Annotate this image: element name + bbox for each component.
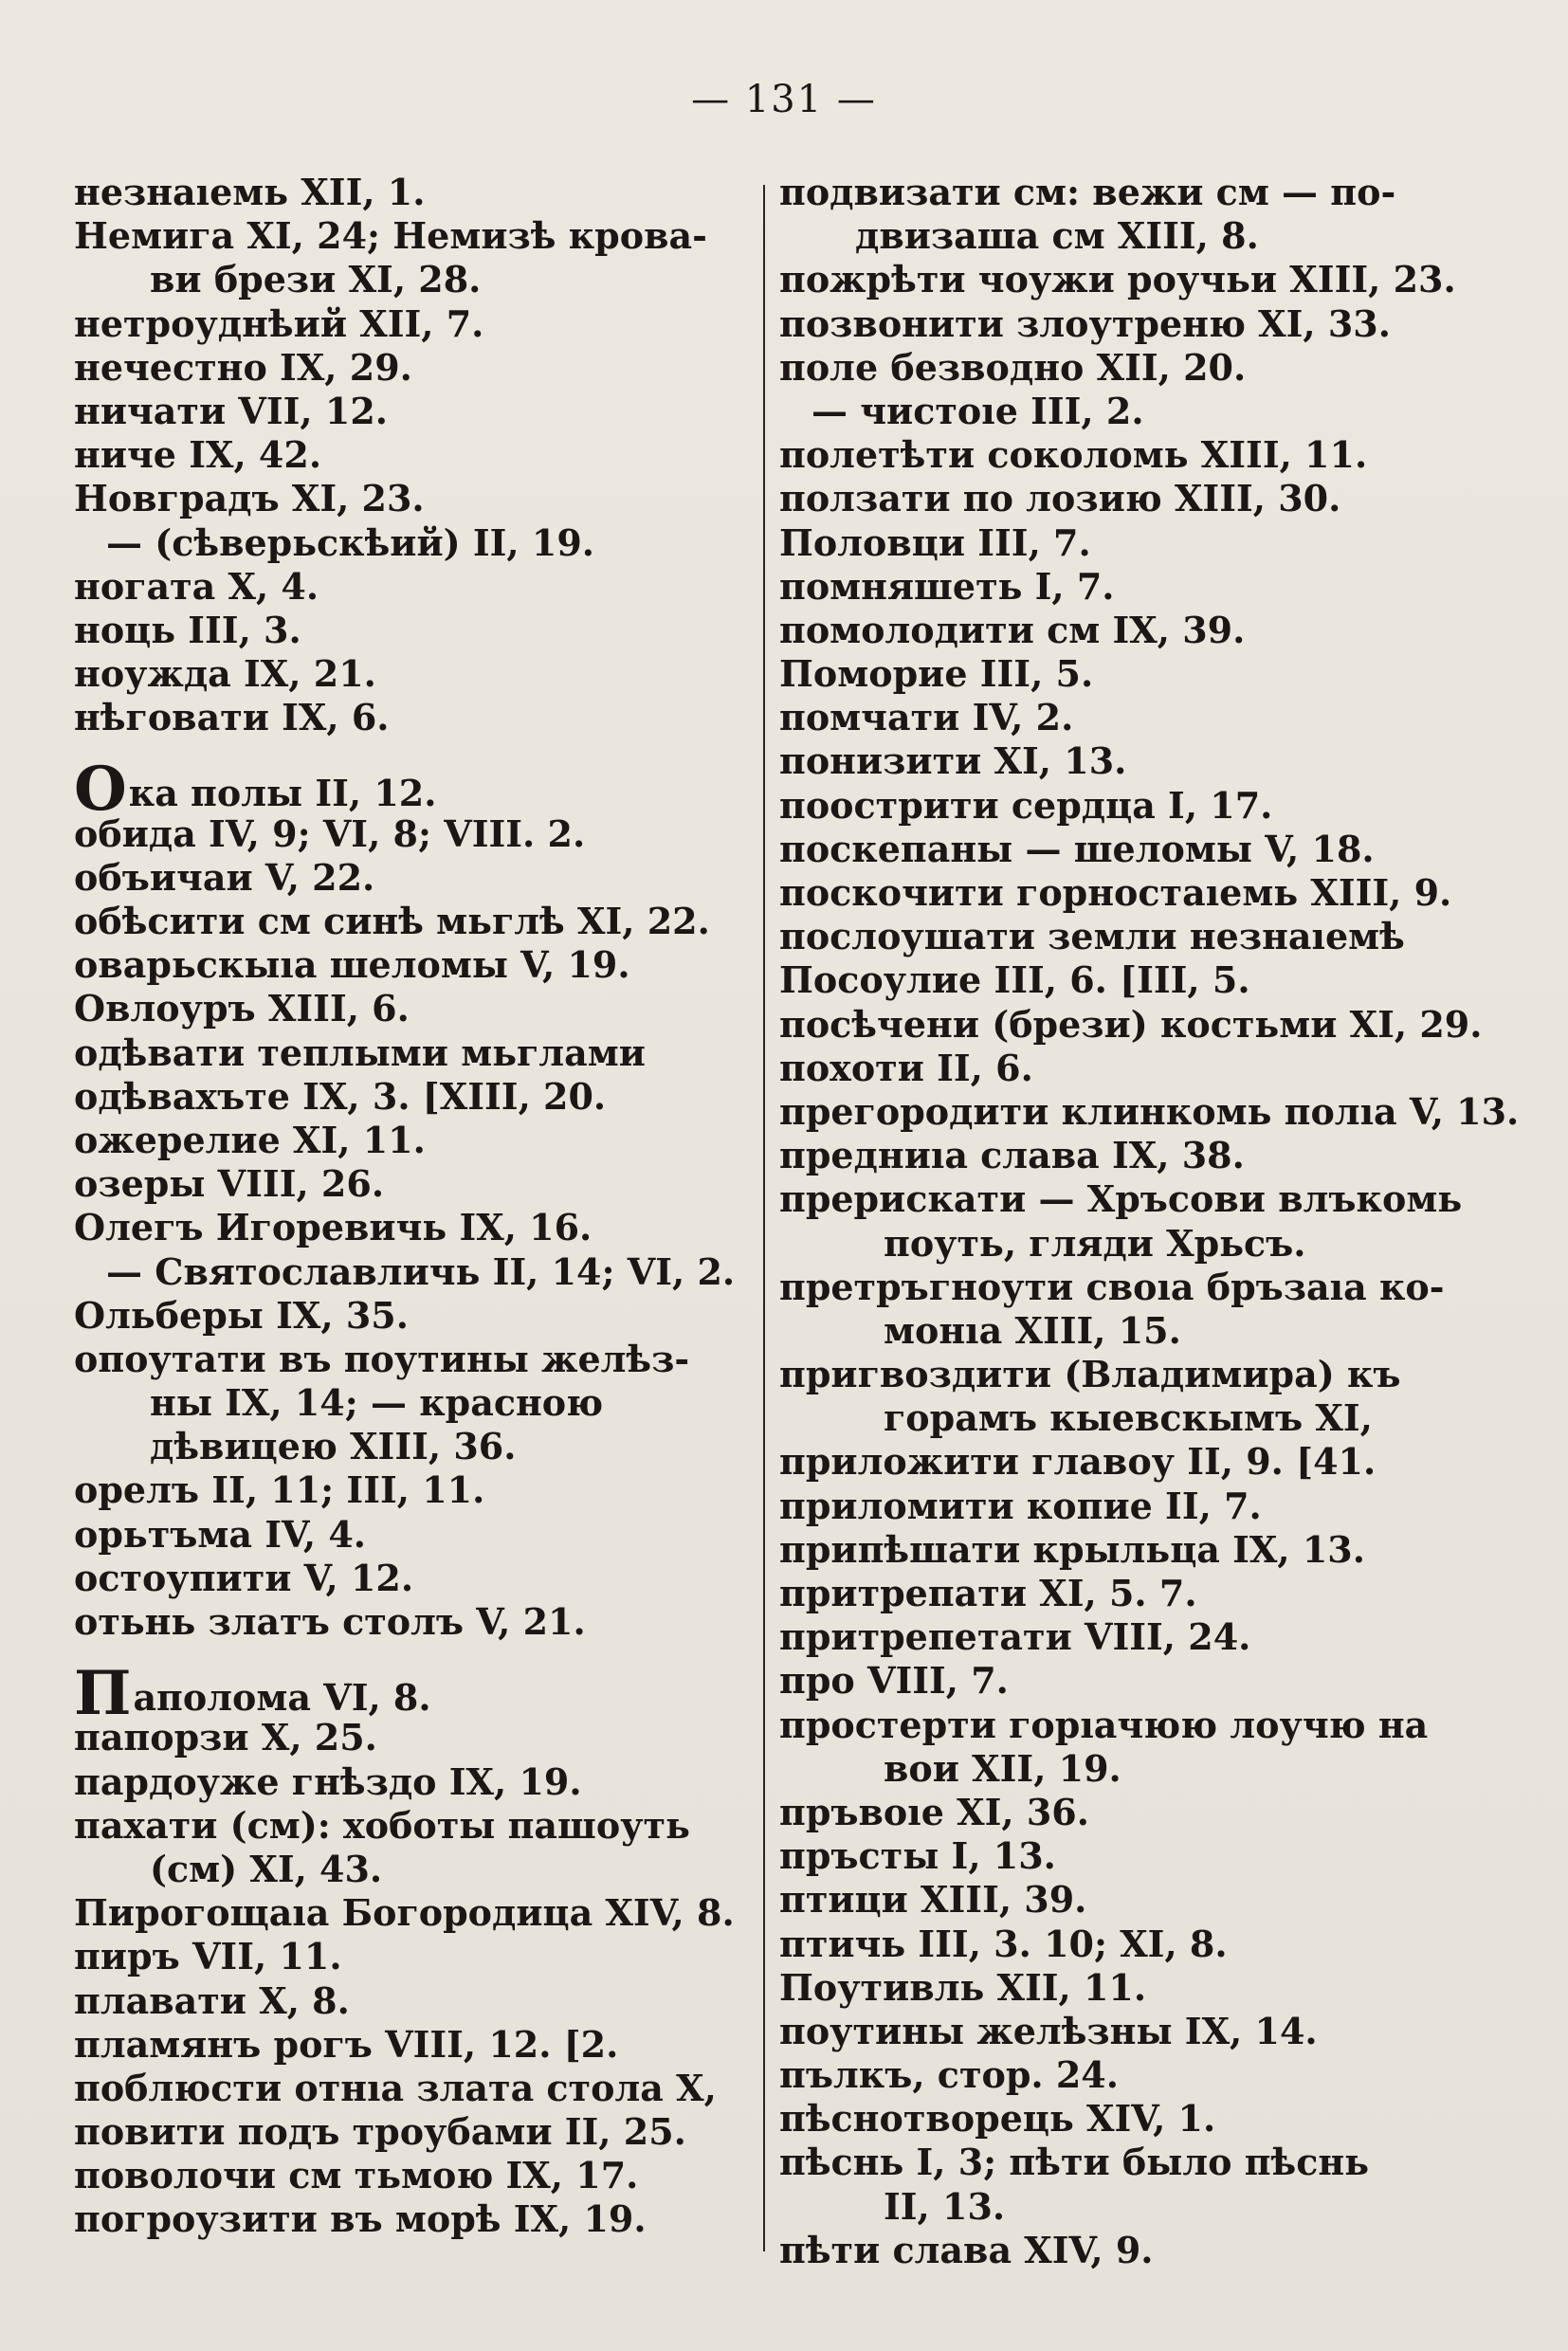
index-entry-text: поуть, гляди Хрьсъ. (884, 1221, 1306, 1265)
index-entry (779, 1747, 1443, 1791)
index-entry (779, 958, 1443, 1002)
index-entry-text: II, 13. (884, 2184, 1006, 2228)
index-entry (779, 302, 1443, 346)
index-entry-text: помолодити см IX, 39. (779, 608, 1246, 651)
index-entry (74, 1557, 749, 1600)
index-entry-text: понизити XI, 13. (779, 739, 1127, 783)
index-entry-text: ничати VII, 12. (74, 389, 388, 432)
section-initial-letter: П (74, 1658, 132, 1730)
index-entry (74, 754, 749, 826)
index-entry-text: пръвоıе XI, 36. (779, 1790, 1089, 1833)
index-entry (779, 1704, 1443, 1747)
index-entry (74, 2023, 749, 2067)
index-entry (779, 1089, 1520, 1134)
index-entry (779, 1002, 1483, 1047)
index-entry (779, 739, 1443, 783)
index-entry (74, 1600, 749, 1644)
index-entry (779, 1266, 1443, 1309)
index-entry-text: подвизати см: вежи см — по- (779, 171, 1396, 213)
index-entry (779, 915, 1443, 958)
index-entry-text: обѣсити см синѣ мьглѣ XI, 22. (74, 900, 710, 942)
index-entry-text: поскепаны — шеломы V, 18. (779, 827, 1375, 870)
index-entry (74, 609, 749, 652)
index-entry-text: приломити копие II, 7. (779, 1484, 1262, 1527)
index-entry (74, 346, 749, 390)
index-entry (779, 784, 1443, 828)
index-entry-text: Поутивль XII, 11. (779, 1965, 1147, 2009)
index-entry (779, 1309, 1443, 1353)
left-index-column (74, 171, 749, 2242)
index-entry (779, 1923, 1443, 1966)
index-entry (779, 2053, 1443, 2097)
index-entry-text: птичь III, 3. 10; XI, 8. (779, 1922, 1228, 1965)
index-entry-text: нетроуднѣий XII, 7. (74, 301, 484, 345)
index-entry (779, 1485, 1443, 1528)
index-entry (779, 1396, 1443, 1440)
index-entry (74, 1468, 749, 1512)
index-entry (74, 565, 749, 609)
index-entry-text: нѣговати IX, 6. (74, 696, 390, 739)
index-entry-text: Поморие III, 5. (779, 652, 1094, 696)
index-entry-text: ви брези XI, 28. (150, 258, 482, 301)
index-entry-text: остоупити V, 12. (74, 1556, 414, 1599)
index-entry-text: погроузити въ морѣ IX, 19. (74, 2197, 647, 2241)
index-entry-text: пълкъ, стор. 24. (779, 2053, 1119, 2097)
index-entry (779, 696, 1443, 739)
index-entry (779, 1966, 1443, 2010)
index-entry-text: озеры VIII, 26. (74, 1162, 385, 1206)
index-entry (74, 1760, 749, 1804)
index-entry-text: претръгноути своıа бръзаıа ко- (779, 1265, 1445, 1308)
index-entry-text: поблюсти отнıа злата стола X, (74, 2066, 717, 2109)
index-entry (74, 2154, 749, 2197)
index-entry-text: ожерелие XI, 11. (74, 1118, 426, 1161)
index-entry (779, 1440, 1443, 1484)
index-entry (779, 2141, 1443, 2184)
index-entry-text: орьтъма IV, 4. (74, 1512, 367, 1556)
index-entry-text: — (сѣверьскѣий) II, 19. (106, 520, 595, 564)
index-entry-text: Посоулие III, 6. [III, 5. (779, 958, 1250, 1002)
index-entry-text: пиръ VII, 11. (74, 1935, 342, 1978)
index-entry (74, 1250, 749, 1294)
index-entry (74, 390, 749, 433)
index-entry (779, 521, 1443, 565)
index-entry-text: одѣвати теплыми мьглами (74, 1030, 646, 1074)
index-entry-text: опоутати въ поутины желѣз- (74, 1337, 690, 1380)
index-entry (779, 609, 1443, 652)
index-entry (74, 1338, 749, 1381)
index-entry-text: обида IV, 9; VI, 8; VIII. 2. (74, 811, 586, 855)
index-entry-text: — чистоıе III, 2. (811, 389, 1144, 432)
index-entry-text: незнаıемь XII, 1. (74, 171, 426, 213)
index-entry-text: пардоуже гнѣздо IX, 19. (74, 1759, 582, 1803)
column-divider (763, 185, 765, 2251)
index-entry (779, 565, 1443, 609)
index-entry-text: Овлоуръ XIII, 6. (74, 987, 410, 1030)
index-entry-text: Новградъ XI, 23. (74, 477, 425, 520)
index-entry-text: простерти горıачюю лоучю на (779, 1703, 1429, 1746)
index-entry-text: горамъ кыевскымъ XI, (884, 1396, 1373, 1440)
index-entry-text: объичаи V, 22. (74, 855, 375, 899)
index-entry-text: про VIII, 7. (779, 1659, 1009, 1703)
index-entry (779, 477, 1443, 520)
index-entry (74, 2067, 749, 2110)
index-entry-text: оварьскыıа шеломы V, 19. (74, 943, 630, 987)
index-entry-text: ноць III, 3. (74, 608, 301, 651)
index-entry-text: одѣвахъте IX, 3. [XIII, 20. (74, 1074, 607, 1118)
index-entry-text: ноужда IX, 21. (74, 652, 376, 696)
page-number: — 131 — (691, 78, 877, 121)
index-entry-text: Немига XI, 24; Немизѣ крова- (74, 214, 707, 258)
index-entry (779, 1134, 1443, 1177)
index-entry (74, 856, 749, 900)
index-entry (74, 1716, 749, 1759)
index-entry (779, 258, 1456, 301)
index-entry (74, 900, 749, 943)
index-entry (74, 171, 749, 214)
index-entry (74, 1075, 749, 1119)
index-entry (74, 1848, 749, 1891)
index-entry (74, 1031, 749, 1075)
index-entry-text: (см) XI, 43. (150, 1847, 383, 1890)
index-entry (74, 1513, 749, 1557)
index-entry (779, 1047, 1443, 1090)
index-entry (74, 302, 749, 346)
index-entry-text: предниıа слава IX, 38. (779, 1134, 1245, 1177)
index-entry (74, 521, 749, 565)
index-entry-text: притрепетати VIII, 24. (779, 1615, 1251, 1659)
index-entry (779, 214, 1443, 258)
index-entry-text: прегородити клинкомь полıа V, 13. (779, 1089, 1520, 1133)
index-entry-text: отьнь златъ столъ V, 21. (74, 1600, 586, 1643)
index-entry-text: дѣвицею XIII, 36. (150, 1425, 517, 1468)
index-entry (779, 1659, 1443, 1703)
index-entry (74, 1425, 749, 1468)
index-entry (74, 258, 749, 301)
index-entry-text: птици XIII, 39. (779, 1878, 1087, 1922)
index-entry-text: нечестно IX, 29. (74, 345, 412, 389)
index-entry (74, 1658, 749, 1730)
index-entry (74, 477, 749, 520)
index-entry (74, 1119, 749, 1162)
index-entry-text: пѣснь I, 3; пѣти было пѣснь (779, 2141, 1370, 2184)
index-entry-text: Олегъ Игоревичь IX, 16. (74, 1206, 593, 1249)
index-entry (74, 214, 749, 258)
index-entry-text: вои XII, 19. (884, 1746, 1121, 1790)
index-entry (779, 346, 1443, 390)
index-entry (74, 987, 749, 1030)
index-entry (74, 812, 749, 856)
index-entry-text: посѣчени (брези) костьми XI, 29. (779, 1002, 1483, 1046)
index-entry-text: ны IX, 14; — красною (150, 1381, 604, 1425)
index-entry-text: аполома VI, 8. (133, 1676, 431, 1720)
index-entry-text: ка полы II, 12. (128, 772, 437, 815)
index-entry-text: плавати X, 8. (74, 1978, 350, 2022)
index-entry (779, 2010, 1443, 2053)
index-entry (74, 1979, 749, 2023)
index-entry-text: помняшеть I, 7. (779, 564, 1115, 608)
index-entry-text: пригвоздити (Владимира) къ (779, 1353, 1401, 1396)
index-entry-text: помчати IV, 2. (779, 696, 1074, 739)
index-entry (74, 1891, 749, 1935)
index-entry-text: повити подъ троубами II, 25. (74, 2110, 686, 2154)
index-entry-text: поскочити горностаıемь XIII, 9. (779, 871, 1452, 914)
index-entry (74, 1206, 749, 1249)
index-entry-text: притрепати XI, 5. 7. (779, 1572, 1197, 1614)
index-entry (779, 1878, 1443, 1922)
index-entry (74, 1162, 749, 1206)
right-index-column (779, 171, 1520, 2272)
index-entry-text: ногата X, 4. (74, 564, 319, 608)
index-entry-text: Ольберы IX, 35. (74, 1293, 409, 1337)
index-entry (779, 1177, 1463, 1221)
section-initial-letter: О (74, 754, 127, 826)
index-entry-text: орелъ II, 11; III, 11. (74, 1468, 485, 1512)
index-entry-text: пожрѣти чоужи роучьи XIII, 23. (779, 258, 1456, 301)
index-entry-text: поле безводно XII, 20. (779, 345, 1247, 389)
index-entry-text: пѣти слава XIV, 9. (779, 2228, 1154, 2271)
index-entry (779, 871, 1452, 915)
index-entry (74, 1935, 749, 1978)
index-entry (779, 2229, 1443, 2272)
index-entry (74, 2197, 749, 2241)
index-entry (779, 828, 1443, 871)
index-entry-text: полетѣти соколомь XIII, 11. (779, 433, 1368, 477)
index-entry-text: поострити сердца I, 17. (779, 783, 1273, 827)
index-entry (74, 943, 749, 987)
index-entry-text: двизаша см XIII, 8. (855, 214, 1259, 258)
index-entry (779, 1791, 1443, 1834)
index-entry (779, 2097, 1443, 2141)
index-entry-text: прерискати — Хръсови влъкомь (779, 1177, 1463, 1221)
index-entry (74, 1804, 749, 1848)
index-entry-text: монıа XIII, 15. (884, 1308, 1181, 1352)
index-entry-text: пахати (см): хоботы пашоуть (74, 1803, 690, 1847)
index-entry-text: позвонити злоутреню XI, 33. (779, 301, 1391, 345)
index-entry (74, 696, 749, 739)
index-entry (779, 1615, 1443, 1659)
index-entry (779, 171, 1443, 214)
index-entry-text: припѣшати крыльца IX, 13. (779, 1527, 1365, 1571)
index-entry-text: поутины желѣзны IX, 14. (779, 2009, 1318, 2052)
index-entry (779, 1834, 1443, 1878)
index-entry (779, 652, 1443, 696)
index-entry (779, 1222, 1443, 1266)
index-entry-text: — Святославличь II, 14; VI, 2. (106, 1249, 736, 1293)
index-entry-text: ниче IX, 42. (74, 433, 322, 477)
index-entry-text: папорзи X, 25. (74, 1716, 377, 1759)
index-entry-text: Половци III, 7. (779, 520, 1091, 564)
index-entry (74, 433, 749, 477)
index-entry (779, 2185, 1443, 2229)
index-entry-text: приложити главоу II, 9. [41. (779, 1440, 1377, 1484)
index-entry (779, 1528, 1443, 1572)
index-entry (779, 433, 1443, 477)
index-entry-text: похоти II, 6. (779, 1046, 1033, 1089)
index-entry (779, 390, 1443, 433)
index-entry-text: послоушати земли незнаıемѣ (779, 915, 1405, 958)
index-entry (74, 1294, 749, 1338)
index-entry-text: пѣснотворець XIV, 1. (779, 2097, 1216, 2141)
index-entry-text: пламянъ рогъ VIII, 12. [2. (74, 2022, 619, 2066)
index-entry (74, 2110, 749, 2154)
index-entry (779, 1572, 1443, 1615)
index-entry-text: поволочи см тьмою IX, 17. (74, 2154, 639, 2197)
index-entry-text: Пирогощаıа Богородица XIV, 8. (74, 1891, 735, 1935)
index-entry (779, 1353, 1443, 1396)
index-entry-text: пръсты I, 13. (779, 1834, 1056, 1878)
index-entry-text: ползати по лозию XIII, 30. (779, 477, 1341, 520)
index-entry (74, 1381, 749, 1425)
index-entry (74, 652, 749, 696)
